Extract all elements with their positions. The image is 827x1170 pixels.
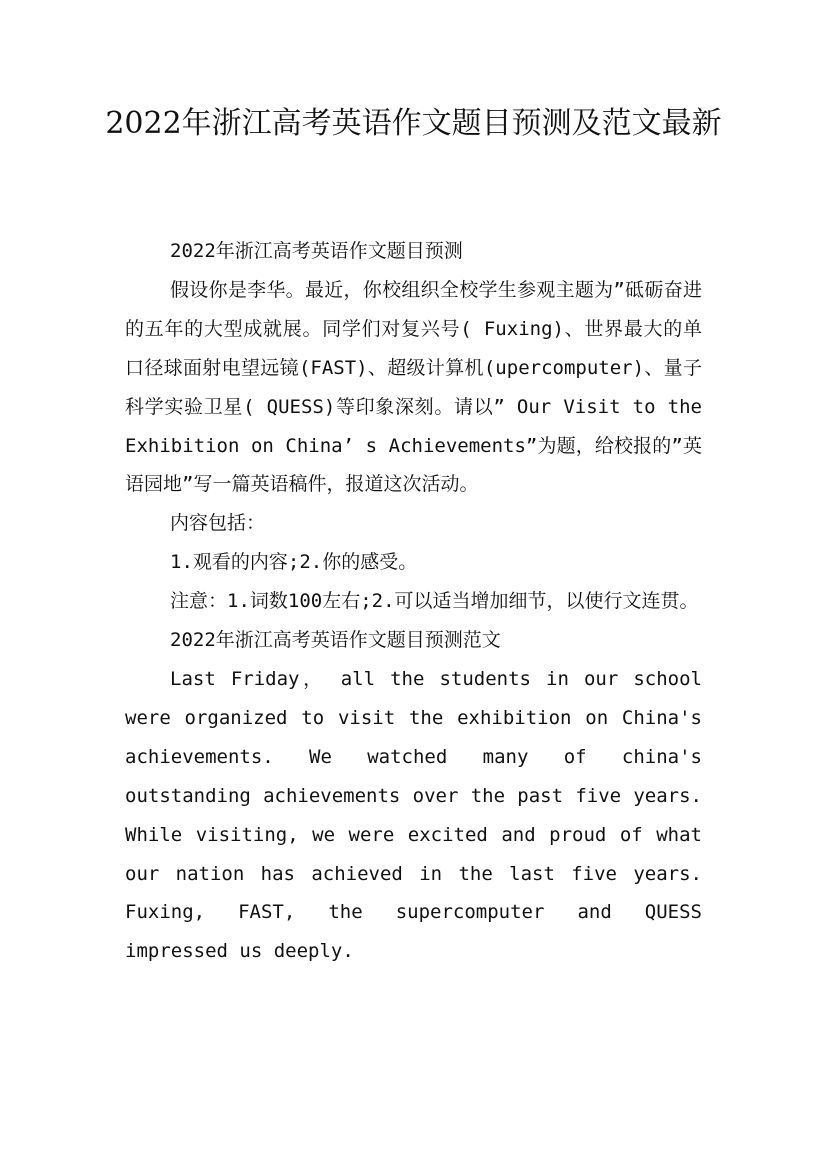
section-heading-prediction: 2022年浙江高考英语作文题目预测 bbox=[170, 240, 463, 262]
document-title: 2022年浙江高考英语作文题目预测及范文最新 bbox=[105, 106, 722, 141]
document-body bbox=[125, 232, 702, 971]
prompt-paragraph: 假设你是李华。最近，你校组织全校学生参观主题为”砥砺奋进的五年的大型成就展。同学们对复兴号( Fuxing)、世界最大的单口径球面射电望远镜(FAST)、超级计算机(upercomputer)、量子科学实验卫星( QUESS)等印象深刻。请以” Our Visit to the Exhibition on China’ s Achievements”为题，给校报的”英语园地”写一篇英语稿件，报道这次活动。 bbox=[125, 278, 702, 496]
notes-paragraph: 注意：1.词数100左右;2.可以适当增加细节，以使行文连贯。 bbox=[170, 590, 699, 613]
sample-essay-paragraph: Last Friday， all the students in our school were organized to visit the exhibition on China's achievements. We watched many of china's outstanding achievements over the past five years. While visiting, we were excited and proud of what our nation has achieved in the last five years. Fuxing, FAST, the supercomputer and QUESS impressed us deeply. bbox=[125, 667, 702, 963]
section-heading-sample: 2022年浙江高考英语作文题目预测范文 bbox=[170, 629, 501, 652]
content-requirements: 1.观看的内容;2.你的感受。 bbox=[170, 551, 418, 574]
content-requirements-label: 内容包括： bbox=[170, 512, 266, 535]
